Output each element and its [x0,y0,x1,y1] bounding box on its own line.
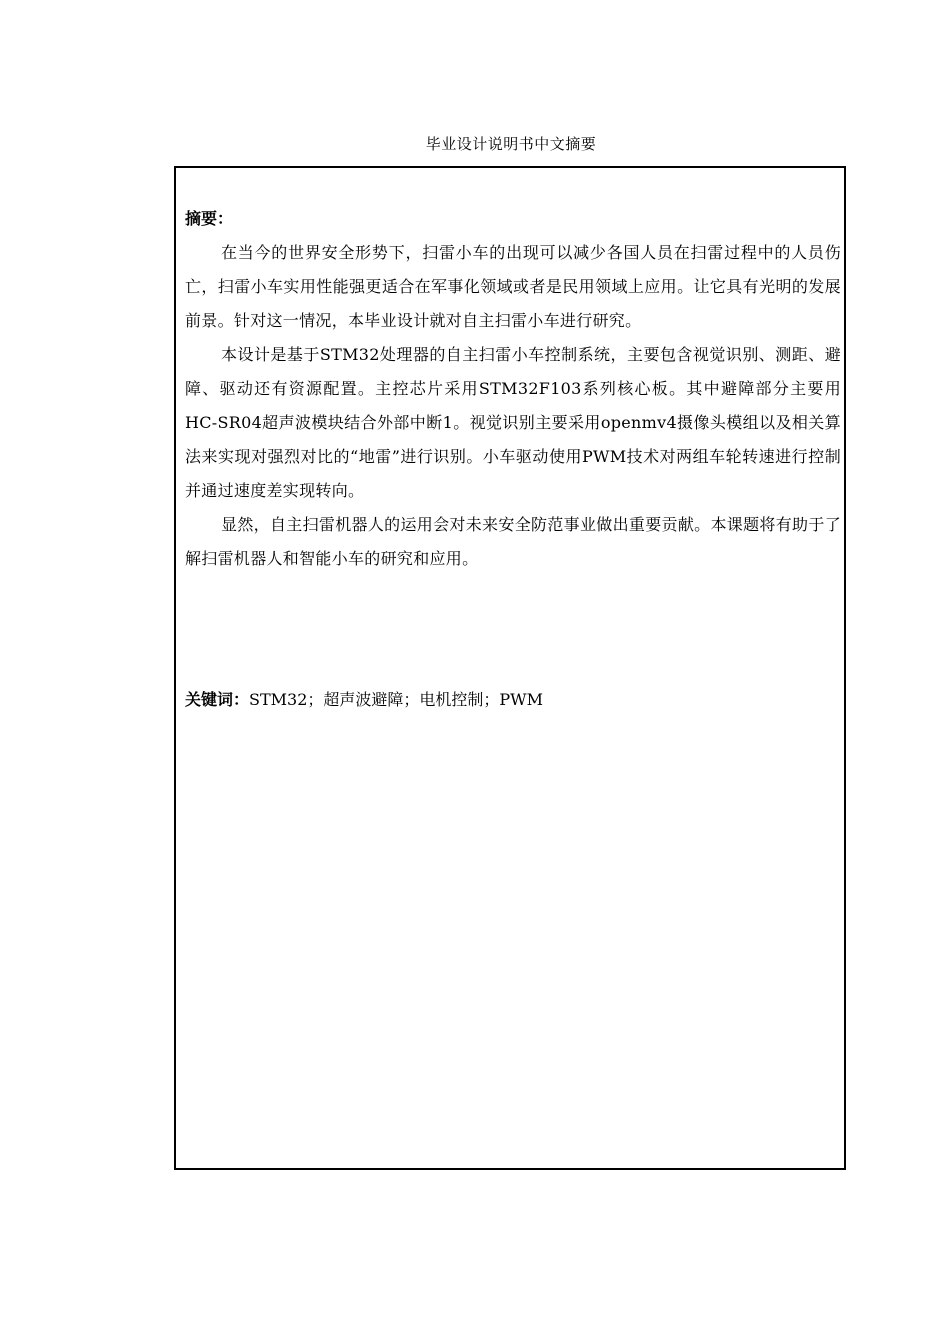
keywords-label: 关键词： [185,690,250,709]
abstract-paragraph-3: 显然，自主扫雷机器人的运用会对未来安全防范事业做出重要贡献。本课题将有助于了解扫雷机器人和智能小车的研究和应用。 [185,515,841,568]
abstract-frame [174,166,846,1170]
keywords-value: STM32；超声波避障；电机控制；PWM [249,690,543,709]
abstract-body [185,236,841,576]
keywords-line [185,688,543,712]
abstract-paragraph-2: 本设计是基于STM32处理器的自主扫雷小车控制系统，主要包含视觉识别、测距、避障、驱动还有资源配置。主控芯片采用STM32F103系列核心板。其中避障部分主要用HC-SR04超声波模块结合外部中断1。视觉识别主要采用openmv4摄像头模组以及相关算法来实现对强烈对比的“地雷”进行识别。小车驱动使用PWM技术对两组车轮转速进行控制并通过速度差实现转向。 [185,345,841,500]
abstract-label: 摘要： [185,209,234,228]
page-header-title: 毕业设计说明书中文摘要 [425,135,597,153]
abstract-paragraph-1: 在当今的世界安全形势下，扫雷小车的出现可以减少各国人员在扫雷过程中的人员伤亡，扫雷小车实用性能强更适合在军事化领域或者是民用领域上应用。让它具有光明的发展前景。针对这一情况，本毕业设计就对自主扫雷小车进行研究。 [185,243,841,330]
